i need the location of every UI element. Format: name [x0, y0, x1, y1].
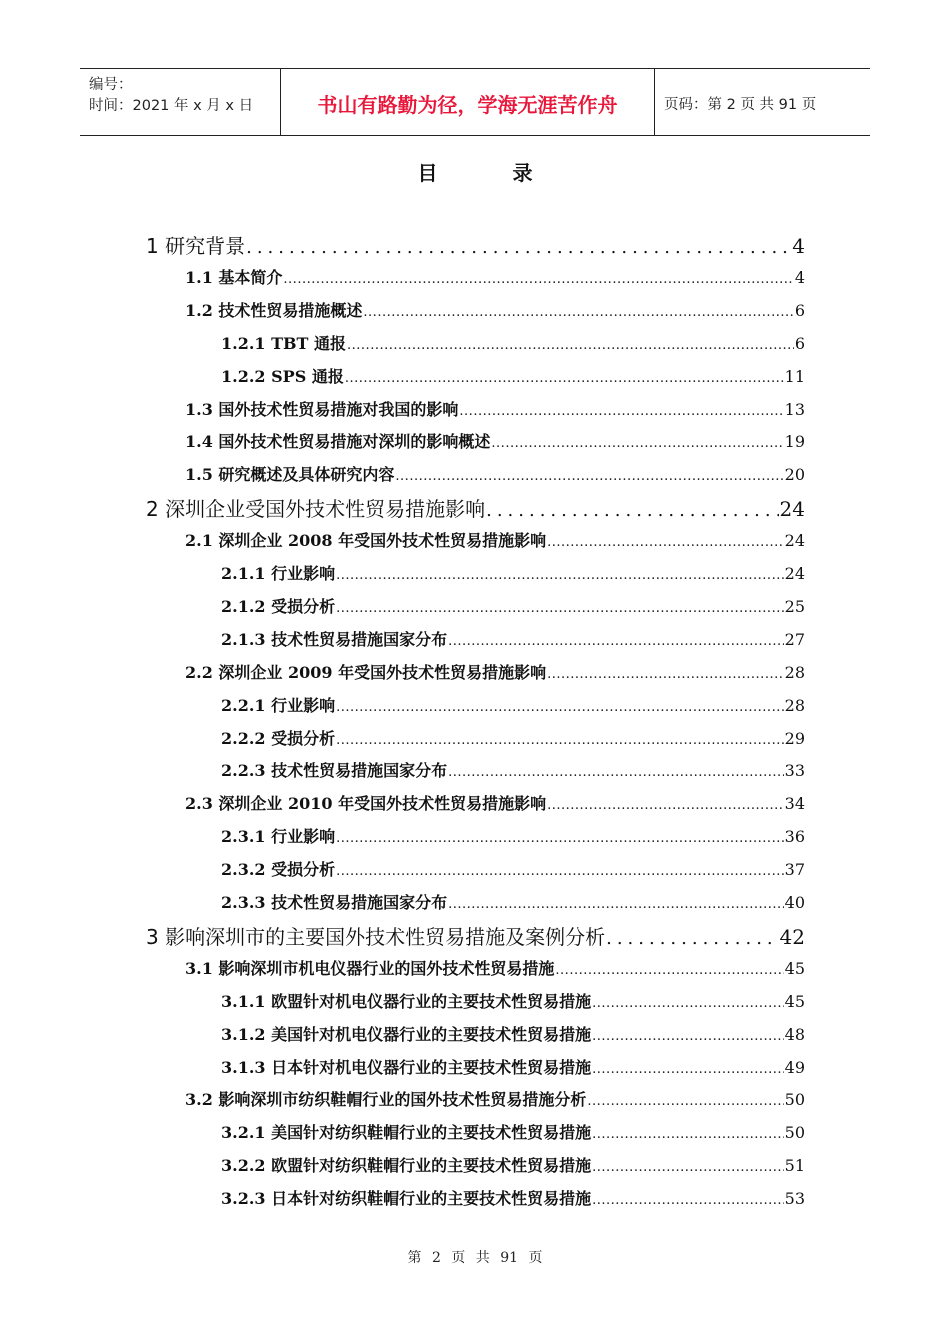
toc-leader-dots: [363, 305, 793, 320]
toc-entry-title: 3.2.1 美国针对纺织鞋帽行业的主要技术性贸易措施: [221, 1123, 592, 1143]
toc-entry-title: 2.2.3 技术性贸易措施国家分布: [221, 761, 448, 781]
toc-leader-dots: [555, 963, 783, 978]
toc-entry-page: 29: [784, 728, 805, 748]
toc-entry-page: 48: [784, 1024, 805, 1044]
toc-entry-page: 4: [794, 267, 805, 287]
toc-leader-dots: [336, 700, 784, 715]
toc-leader-dots: [592, 1193, 784, 1208]
toc-leader-dots: [336, 568, 784, 583]
toc-leader-dots: [336, 864, 784, 879]
toc-entry-title: 1.2.1 TBT 通报: [221, 333, 347, 353]
toc-entry-page: 42: [779, 924, 805, 949]
toc-entry-title: 1.5 研究概述及具体研究内容: [185, 465, 395, 485]
toc-leader-dots: [448, 634, 784, 649]
toc-entry-title: 2.2.1 行业影响: [221, 695, 336, 715]
toc-entry-title: 3.1.1 欧盟针对机电仪器行业的主要技术性贸易措施: [221, 991, 592, 1011]
time-label: 时间：2021 年 x 月 x 日: [89, 98, 254, 114]
toc-entry-page: 28: [784, 662, 805, 682]
toc-entry[interactable]: [221, 758, 805, 781]
toc-entry-title: 3.1.3 日本针对机电仪器行业的主要技术性贸易措施: [221, 1057, 592, 1077]
toc-leader-dots: [547, 535, 784, 550]
toc-entry[interactable]: [185, 1087, 805, 1110]
toc-entry[interactable]: [221, 857, 805, 880]
toc-leader-dots: [459, 404, 783, 419]
toc-entry[interactable]: [221, 364, 805, 387]
toc-entry[interactable]: [185, 298, 805, 321]
toc-entry-page: 28: [784, 695, 805, 715]
toc-entry-title: 3.2.3 日本针对纺织鞋帽行业的主要技术性贸易措施: [221, 1189, 592, 1209]
toc-entry-page: 40: [784, 893, 805, 912]
toc-leader-dots: [547, 667, 784, 682]
toc-entry-page: 33: [784, 761, 805, 781]
toc-leader-dots: [246, 237, 791, 258]
toc-entry[interactable]: [221, 627, 805, 650]
toc-entry-page: 36: [784, 827, 805, 847]
toc-entry[interactable]: [185, 791, 805, 814]
serial-label: 编号：: [89, 77, 133, 93]
toc-entry-title: 3 影响深圳市的主要国外技术性贸易措施及案例分析: [146, 924, 606, 949]
toc-entry-page: 51: [784, 1156, 805, 1176]
toc-entry-page: 45: [784, 958, 805, 978]
header-motto: 书山有路勤为径，学海无涯苦作舟: [317, 93, 618, 117]
toc-entry-title: 3.2 影响深圳市纺织鞋帽行业的国外技术性贸易措施分析: [185, 1090, 587, 1110]
toc-entry[interactable]: [185, 528, 805, 551]
header-motto-cell: [281, 69, 655, 135]
toc-leader-dots: [347, 338, 794, 353]
toc-entry-page: 27: [784, 629, 805, 649]
toc-leader-dots: [547, 798, 784, 813]
toc-entry[interactable]: [146, 493, 805, 522]
toc-entry-page: 50: [784, 1123, 805, 1143]
toc-entry[interactable]: [221, 561, 805, 584]
toc-entry-title: 1.2.2 SPS 通报: [221, 366, 344, 386]
toc-entry[interactable]: [221, 1055, 805, 1078]
toc-entry-page: 45: [784, 991, 805, 1011]
toc-entry-title: 3.1.2 美国针对机电仪器行业的主要技术性贸易措施: [221, 1024, 592, 1044]
toc-entry-title: 2.3.1 行业影响: [221, 827, 336, 847]
toc-entry-page: 24: [784, 531, 805, 551]
toc-leader-dots: [345, 371, 784, 386]
toc-leader-dots: [336, 733, 784, 748]
toc-entry-page: 24: [779, 497, 805, 522]
toc-entry-title: 3.1 影响深圳市机电仪器行业的国外技术性贸易措施: [185, 958, 555, 978]
toc-leader-dots: [336, 831, 784, 846]
toc-leader-dots: [283, 272, 793, 287]
toc-entry-title: 2.1 深圳企业 2008 年受国外技术性贸易措施影响: [185, 531, 547, 551]
toc-entry-page: 6: [794, 300, 805, 320]
toc-entry[interactable]: [221, 594, 805, 617]
toc-entry-page: 20: [784, 465, 805, 485]
toc-entry-page: 6: [794, 333, 805, 353]
toc-leader-dots: [592, 1062, 784, 1077]
toc-entry[interactable]: [221, 1153, 805, 1176]
header-page-cell: [655, 69, 870, 135]
toc-entry-page: 24: [784, 564, 805, 583]
toc-title: 目 录: [417, 161, 567, 185]
toc-entry-page: 4: [792, 234, 805, 258]
toc-entry-title: 1.3 国外技术性贸易措施对我国的影响: [185, 399, 459, 419]
toc-entry[interactable]: [185, 462, 805, 485]
toc-entry[interactable]: [185, 660, 805, 683]
toc-leader-dots: [395, 469, 783, 484]
toc-entry[interactable]: [221, 1022, 805, 1045]
toc-entry-page: 37: [784, 860, 805, 880]
toc-entry-title: 1.2 技术性贸易措施概述: [185, 300, 363, 320]
toc-leader-dots: [336, 601, 784, 616]
toc-leader-dots: [491, 436, 783, 451]
toc-entry-title: 2.1.1 行业影响: [221, 564, 336, 583]
toc-leader-dots: [592, 996, 784, 1011]
toc-entry[interactable]: [221, 693, 805, 716]
toc-entry[interactable]: [185, 397, 805, 420]
toc-entry-title: 2.2.2 受损分析: [221, 728, 336, 748]
header-page-code: 页码：第 2 页 共 91 页: [664, 97, 817, 113]
toc-entry-title: 2.3 深圳企业 2010 年受国外技术性贸易措施影响: [185, 794, 547, 814]
toc-leader-dots: [448, 897, 784, 912]
toc-leader-dots: [486, 500, 778, 521]
toc-entry-title: 3.2.2 欧盟针对纺织鞋帽行业的主要技术性贸易措施: [221, 1156, 592, 1176]
toc-entry[interactable]: [221, 726, 805, 749]
toc-entry[interactable]: [146, 921, 805, 950]
toc-entry-title: 2.1.3 技术性贸易措施国家分布: [221, 629, 448, 649]
page-footer: 第 2 页 共 91 页: [407, 1250, 543, 1266]
toc-entry[interactable]: [185, 429, 805, 452]
toc-entry[interactable]: [221, 1120, 805, 1143]
toc-leader-dots: [592, 1029, 784, 1044]
toc-entry-page: 13: [784, 399, 805, 419]
toc-entry[interactable]: [185, 265, 805, 288]
toc-leader-dots: [448, 765, 784, 780]
toc-leader-dots: [587, 1094, 783, 1109]
toc-entry[interactable]: [221, 989, 805, 1012]
toc-entry-page: 34: [784, 794, 805, 814]
toc-entry-page: 25: [784, 596, 805, 616]
toc-entry[interactable]: [146, 230, 805, 259]
toc-entry-page: 53: [784, 1189, 805, 1209]
toc-entry-title: 1 研究背景: [146, 234, 246, 258]
toc-leader-dots: [606, 928, 778, 949]
toc-entry-title: 2.1.2 受损分析: [221, 596, 336, 616]
toc-entry-title: 2.3.2 受损分析: [221, 860, 336, 880]
toc-entry[interactable]: [221, 1186, 805, 1209]
toc-leader-dots: [592, 1160, 784, 1175]
toc-entry-page: 49: [784, 1057, 805, 1077]
toc-entry-title: 2 深圳企业受国外技术性贸易措施影响: [146, 497, 486, 522]
header-info-cell: [80, 69, 281, 135]
toc-entry[interactable]: [221, 890, 805, 913]
toc-entry-title: 1.4 国外技术性贸易措施对深圳的影响概述: [185, 432, 491, 452]
toc-entry-title: 1.1 基本简介: [185, 267, 283, 287]
toc-entry-page: 19: [784, 432, 805, 452]
toc-entry-page: 11: [784, 366, 805, 386]
toc-entry[interactable]: [221, 331, 805, 354]
toc-leader-dots: [592, 1127, 784, 1142]
toc-entry-page: 50: [784, 1090, 805, 1110]
toc-entry[interactable]: [185, 956, 805, 979]
toc-entry-title: 2.3.3 技术性贸易措施国家分布: [221, 893, 448, 912]
toc-entry-title: 2.2 深圳企业 2009 年受国外技术性贸易措施影响: [185, 662, 547, 682]
page-header: [80, 68, 870, 136]
toc-entry[interactable]: [221, 824, 805, 847]
